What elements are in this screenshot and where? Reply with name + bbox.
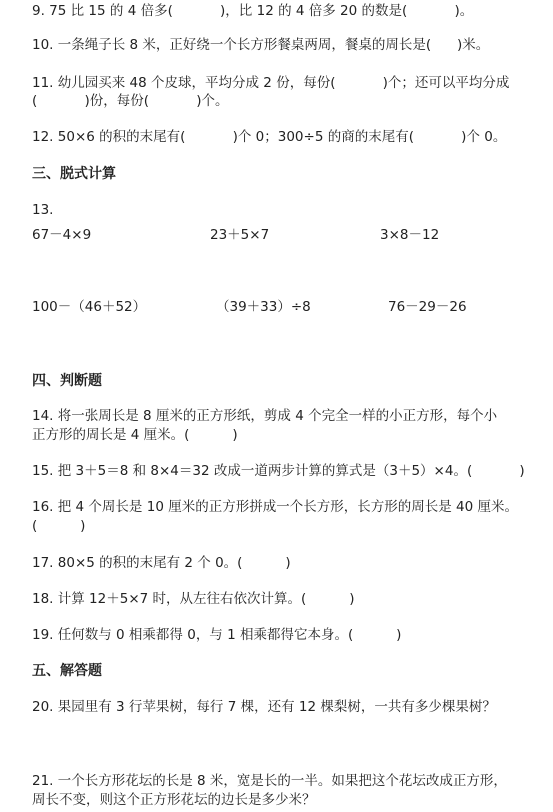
question-12: 12. 50×6 的积的末尾有( )个 0；300÷5 的商的末尾有( )个 0。: [32, 129, 507, 145]
question-15: 15. 把 3＋5＝8 和 8×4＝32 改成一道两步计算的算式是（3＋5）×4。( ): [32, 463, 525, 479]
question-10: 10. 一条绳子长 8 米，正好绕一个长方形餐桌两周，餐桌的周长是( )米。: [32, 37, 490, 53]
question-19: 19. 任何数与 0 相乘都得 0，与 1 相乘都得它本身。( ): [32, 627, 402, 643]
question-18: 18. 计算 12＋5×7 时，从左往右依次计算。( ): [32, 591, 355, 607]
expression: 100－（46＋52）: [32, 299, 147, 315]
question-21-line-2: 周长不变，则这个正方形花坛的边长是多少米？: [32, 792, 316, 808]
expression: 23＋5×7: [210, 227, 270, 243]
question-14-line-1: 14. 将一张周长是 8 厘米的正方形纸，剪成 4 个完全一样的小正方形，每个小: [32, 408, 498, 424]
section-3-heading: 三、脱式计算: [32, 166, 116, 182]
section-5-heading: 五、解答题: [32, 663, 102, 679]
question-9: 9. 75 比 15 的 4 倍多( )，比 12 的 4 倍多 20 的数是( )。: [32, 3, 474, 19]
question-16-line-2: ( ): [32, 518, 86, 534]
question-16-line-1: 16. 把 4 个周长是 10 厘米的正方形拼成一个长方形，长方形的周长是 40 厘米。: [32, 499, 518, 515]
question-14-line-2: 正方形的周长是 4 厘米。( ): [32, 427, 238, 443]
expression: 3×8－12: [380, 227, 440, 243]
section-4-heading: 四、判断题: [32, 373, 102, 389]
question-20: 20. 果园里有 3 行苹果树，每行 7 棵，还有 12 棵梨树，一共有多少棵果树？: [32, 699, 496, 715]
expression: （39＋33）÷8: [216, 299, 311, 315]
question-11-line-2: ( )份，每份( )个。: [32, 93, 229, 109]
expression: 67－4×9: [32, 227, 92, 243]
question-13: 13.: [32, 202, 54, 218]
question-17: 17. 80×5 的积的末尾有 2 个 0。( ): [32, 555, 291, 571]
question-21-line-1: 21. 一个长方形花坛的长是 8 米，宽是长的一半。如果把这个花坛改成正方形，: [32, 773, 507, 789]
question-11-line-1: 11. 幼儿园买来 48 个皮球，平均分成 2 份，每份( )个；还可以平均分成: [32, 75, 510, 91]
expression: 76－29－26: [388, 299, 467, 315]
